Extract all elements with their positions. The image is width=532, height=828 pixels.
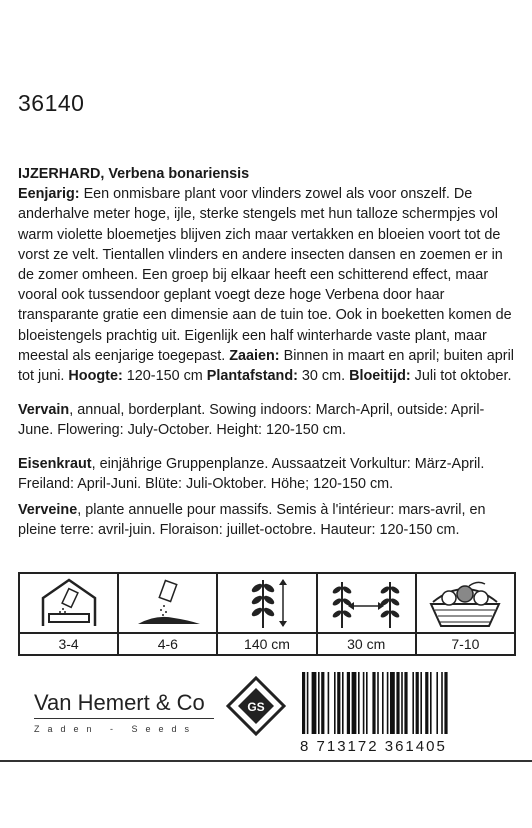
spacing-text: 30 cm. — [297, 368, 350, 385]
sow-label: Zaaien: — [229, 347, 280, 364]
harvest-basket-icon — [417, 574, 514, 634]
barcode — [300, 672, 514, 743]
lead-en: Vervain — [18, 402, 70, 418]
brand-divider — [34, 718, 214, 719]
barcode-bar — [436, 672, 438, 734]
spacing-label: Plantafstand: — [206, 368, 298, 385]
cultivation-icons — [18, 572, 516, 656]
body-nl: Een onmisbare plant voor vlinders zowel als voor onszelf. De anderhalve meter hoge, ijle, sterke stengels met hun talloze schermpjes vol warm violette bloemetjes blijven zich maar vertakken en bloeien voort tot de vorst ze velt. Tientallen vlinders en andere insecten dansen en zoemen er in de zomer omheen. Een groep bij elkaar heeft een schitterend effect, maar vooral ook tussendoor geplant voegt deze hoge Verbena door haar transparante gratie een dimensie aan de tuin toe. Ook in boeketten komen de bloeistengels prachtig uit. Eigenlijk een half winterharde vaste plant, maar meestal als eenjarige toegepast. — [18, 186, 512, 364]
barcode-number: 8 713172 361405 — [300, 738, 447, 755]
barcode-bar — [396, 672, 399, 734]
title-nl: IJZERHARD, Verbena bonariensis — [18, 166, 250, 182]
barcode-bar — [425, 672, 428, 734]
sow-text: Binnen in maart en april; buiten april tot juni. — [18, 347, 514, 385]
barcode-bar — [390, 672, 395, 734]
lead-fr: Verveine — [18, 502, 78, 518]
barcode-bar — [401, 672, 403, 734]
barcode-bar — [312, 672, 317, 734]
barcode-bar — [444, 672, 447, 734]
description-de — [18, 454, 518, 494]
description-en — [18, 400, 518, 440]
barcode-bar — [412, 672, 414, 734]
barcode-bar — [430, 672, 432, 734]
barcode-bar — [321, 672, 324, 734]
barcode-bar — [441, 672, 443, 734]
barcode-bar — [363, 672, 365, 734]
icon-cell-sowing-outdoor — [119, 574, 218, 654]
barcode-bar — [377, 672, 379, 734]
brand-subtitle: Zaden - Seeds — [34, 724, 198, 734]
lead-nl: Eenjarig: — [18, 186, 80, 203]
body-fr: , plante annuelle pour massifs. Semis à l'intérieur: mars-avril, en pleine terre: avril-juin. Floraison: juillet-octobre. Hauteur: 120-150 cm. — [18, 502, 486, 539]
icon-cell-sowing-indoor — [20, 574, 119, 654]
body-en: , annual, borderplant. Sowing indoors: March-April, outside: April-June. Flowering: July-October. Height: 120-150 cm. — [18, 402, 485, 439]
icon-cell-spacing — [318, 574, 417, 654]
bottom-divider — [0, 760, 532, 762]
icon-label: 7-10 — [451, 636, 480, 652]
barcode-bar — [334, 672, 336, 734]
barcode-bar — [358, 672, 360, 734]
product-code: 36140 — [18, 90, 85, 116]
barcode-bar — [328, 672, 330, 734]
plant-spacing-icon — [318, 574, 415, 634]
barcode-bar — [420, 672, 422, 734]
barcode-bar — [347, 672, 350, 734]
description-fr — [18, 500, 518, 540]
icon-cell-height — [218, 574, 317, 654]
barcode-bar — [307, 672, 309, 734]
bloom-label: Bloeitijd: — [349, 368, 411, 385]
barcode-bar — [302, 672, 305, 734]
height-text: 120-150 cm — [122, 368, 207, 385]
icon-label: 140 cm — [244, 636, 290, 652]
barcode-bar — [372, 672, 375, 734]
barcode-bar — [416, 672, 419, 734]
barcode-bar — [342, 672, 344, 734]
brand-diamond-logo — [226, 676, 286, 741]
icon-label: 30 cm — [347, 636, 386, 652]
greenhouse-sowing-icon — [20, 574, 117, 634]
barcode-bar — [352, 672, 357, 734]
icon-cell-harvest — [417, 574, 514, 654]
lead-de: Eisenkraut — [18, 456, 92, 472]
barcode-bar — [318, 672, 320, 734]
barcode-bar — [366, 672, 368, 734]
brand-name: Van Hemert & Co — [34, 690, 205, 715]
body-de: , einjährige Gruppenplanze. Aussaatzeit Vorkultur: März-April. Freiland: April-Juni. Blüte: Juli-Oktober. Höhe; 120-150 cm. — [18, 456, 485, 493]
barcode-bar — [337, 672, 340, 734]
barcode-bar — [404, 672, 407, 734]
plant-height-icon — [218, 574, 315, 634]
barcode-bar — [387, 672, 389, 734]
diamond-text: GS — [247, 700, 265, 714]
height-label: Hoogte: — [68, 368, 123, 385]
bloom-text: Juli tot oktober. — [410, 368, 512, 385]
icon-label: 3-4 — [58, 636, 79, 652]
description-nl — [18, 164, 518, 386]
barcode-bar — [382, 672, 384, 734]
icon-label: 4-6 — [157, 636, 178, 652]
outdoor-sowing-icon — [119, 574, 216, 634]
